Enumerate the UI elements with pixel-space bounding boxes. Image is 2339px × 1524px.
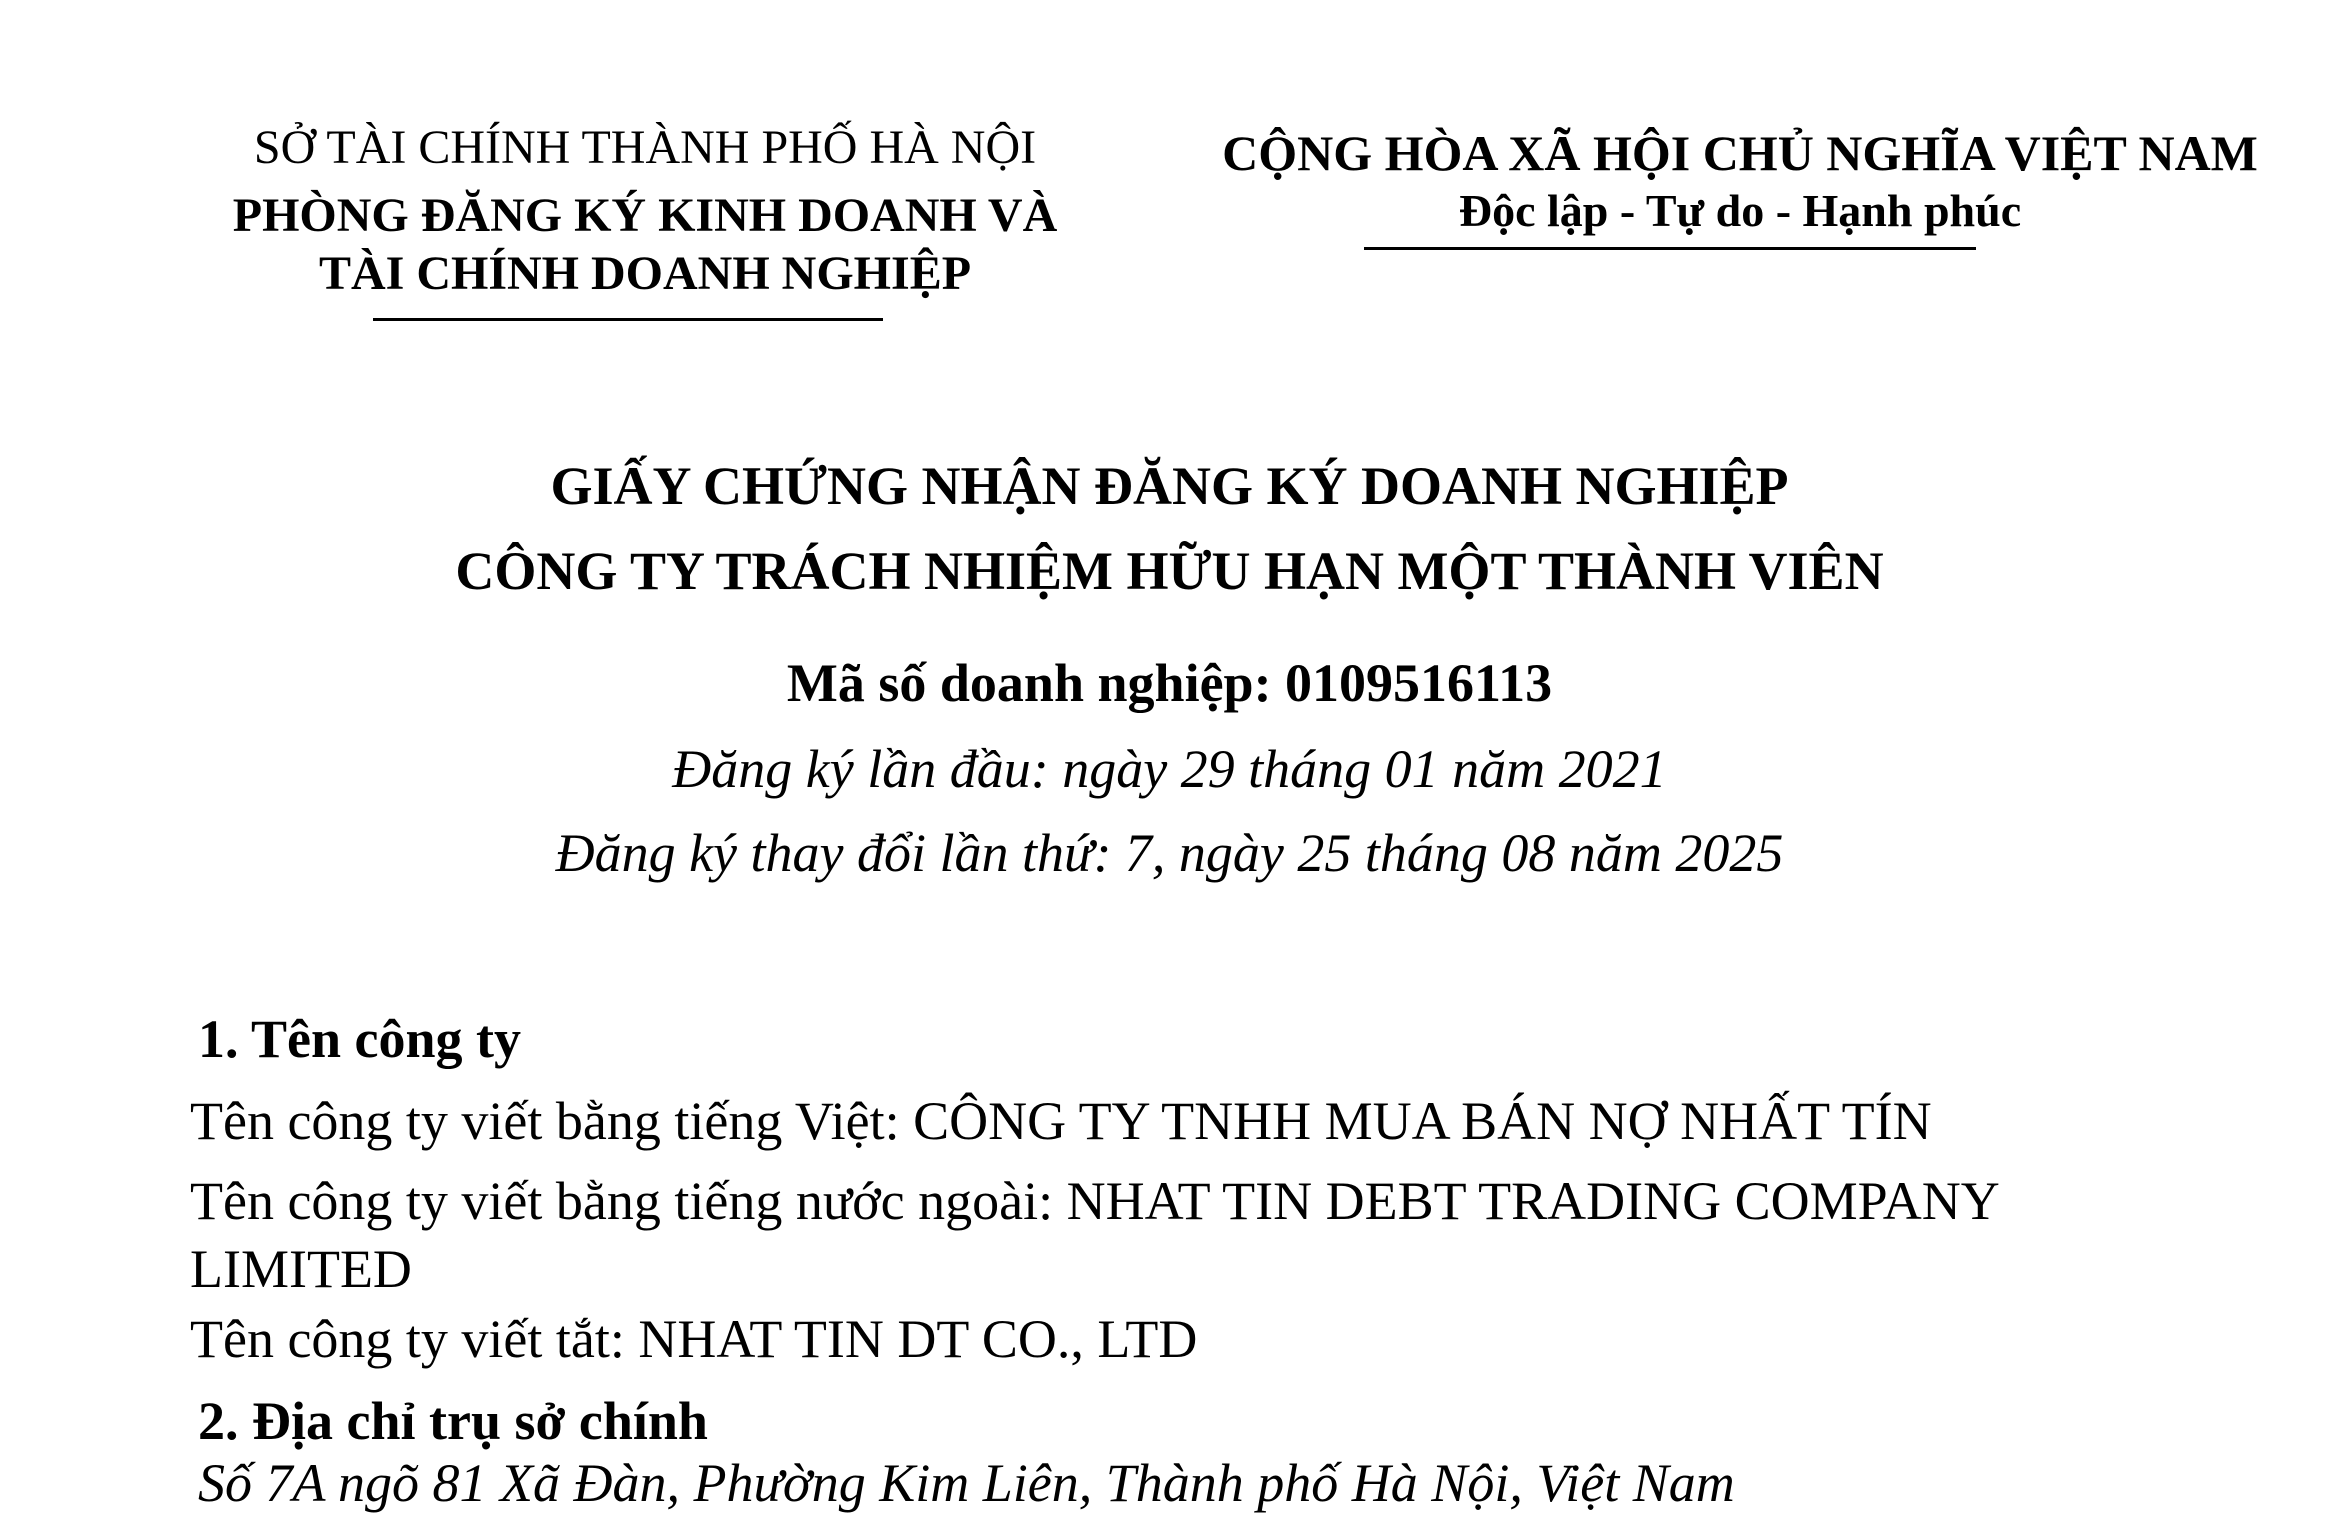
company-type-title: CÔNG TY TRÁCH NHIỆM HỮU HẠN MỘT THÀNH VIÊN [455, 541, 1884, 601]
company-name-vietnamese: Tên công ty viết bằng tiếng Việt: CÔNG TY TNHH MUA BÁN NỢ NHẤT TÍN [190, 1091, 1932, 1151]
change-registration-info: Đăng ký thay đổi lần thứ: 7, ngày 25 tháng 08 năm 2025 [555, 823, 1784, 883]
company-name-foreign-line2: LIMITED [190, 1239, 412, 1299]
issuing-office-line2: TÀI CHÍNH DOANH NGHIỆP [318, 247, 972, 300]
issuing-office-line1: PHÒNG ĐĂNG KÝ KINH DOANH VÀ [232, 189, 1058, 242]
company-name-abbreviated: Tên công ty viết tắt: NHAT TIN DT CO., LTD [190, 1309, 1198, 1369]
national-title: CỘNG HÒA XÃ HỘI CHỦ NGHĨA VIỆT NAM [1222, 125, 2258, 181]
first-registration-date: Đăng ký lần đầu: ngày 29 tháng 01 năm 2021 [672, 739, 1667, 799]
section-heading-company-name: 1. Tên công ty [198, 1009, 522, 1069]
head-office-address: Số 7A ngõ 81 Xã Đàn, Phường Kim Liên, Thành phố Hà Nội, Việt Nam [198, 1453, 1735, 1513]
national-motto: Độc lập - Tự do - Hạnh phúc [1458, 185, 2022, 236]
company-name-foreign-line1: Tên công ty viết bằng tiếng nước ngoài: NHAT TIN DEBT TRADING COMPANY [190, 1171, 2000, 1231]
header-right-underline [1364, 247, 1976, 250]
header-left-underline [373, 318, 883, 321]
document-title: GIẤY CHỨNG NHẬN ĐĂNG KÝ DOANH NGHIỆP [550, 456, 1789, 516]
enterprise-code: Mã số doanh nghiệp: 0109516113 [786, 653, 1553, 713]
section-heading-head-office: 2. Địa chỉ trụ sở chính [198, 1391, 708, 1451]
issuing-authority-department: SỞ TÀI CHÍNH THÀNH PHỐ HÀ NỘI [253, 121, 1037, 174]
